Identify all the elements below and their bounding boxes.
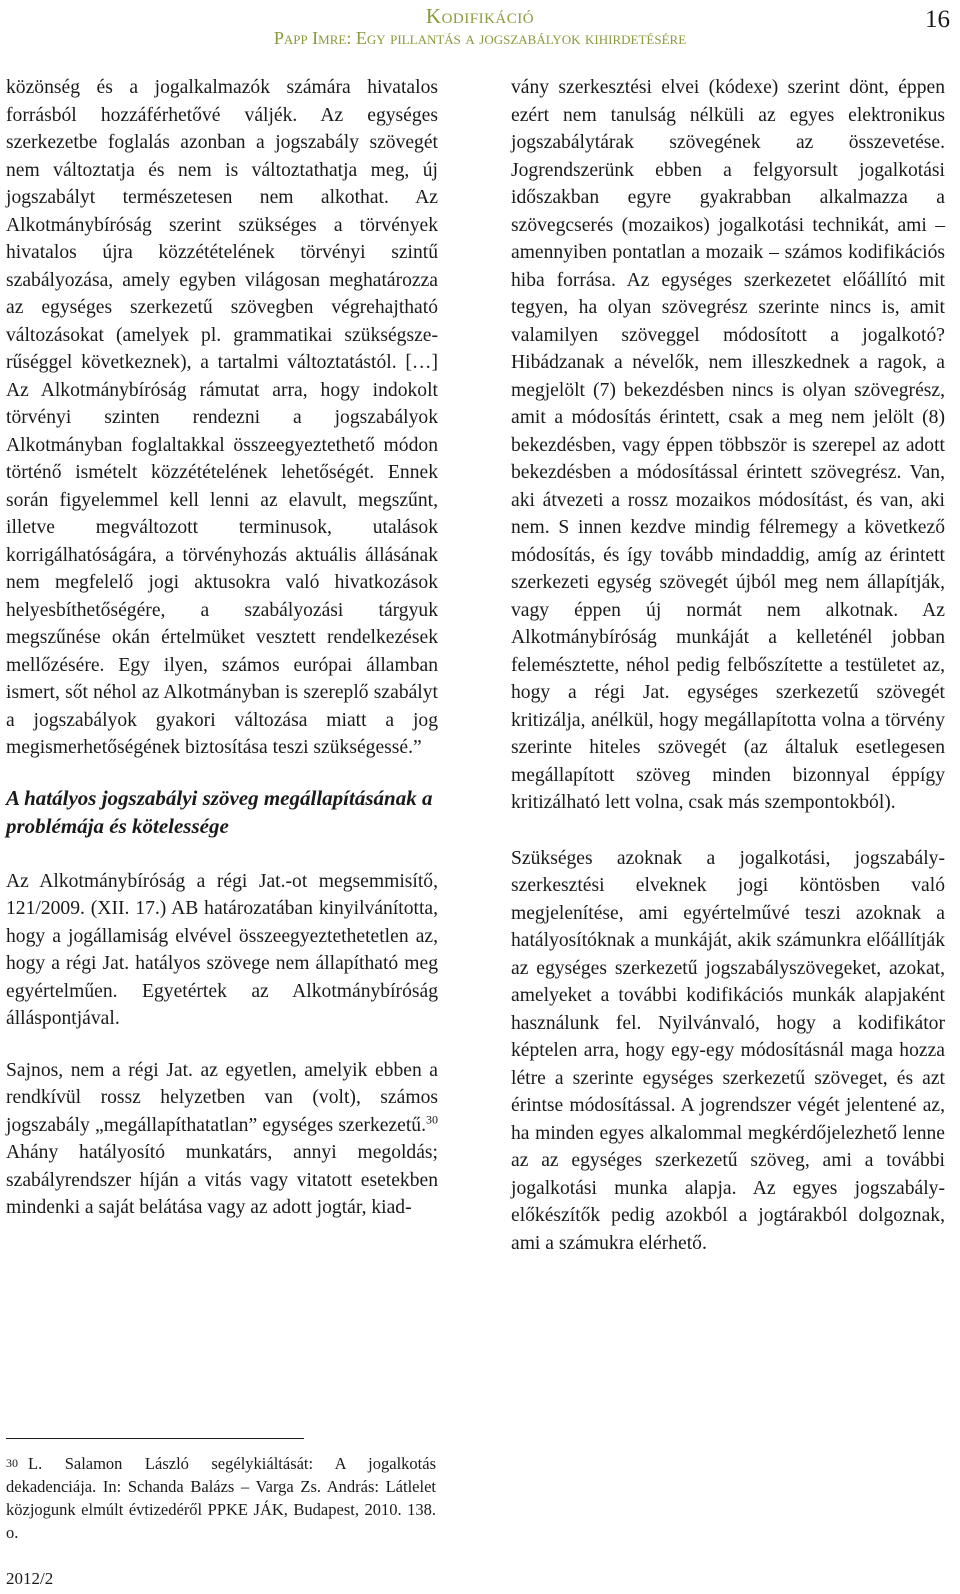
footnote: [6, 1452, 436, 1544]
footnote-separator: [6, 1438, 304, 1439]
paragraph-codification-principles: Szükséges azoknak a jogalkotási, jogszabályszerkesztési elveknek jogi köntösben való megjelenítése, ami egyértelművé teszi azoknak a hatályosítóknak a munkáját, akik számunkra előállítják az egységes szerkezetű jogszabályszövegeket, azokat, amelyeket a további kodifikációs munkák alapjaként használunk fel. Nyilvánvaló, hogy a kodifikátor képtelen arra, hogy egy-egy módosításnál maga hozza létre a szerinte egységes szerkezetű szöveget, és azt érintse módosítással. A jogrendszer végét jelentené az, ha minden egyes alkalommal megkérdőjelezhető lenne az az egységes szerkezetű szöveg, ami a további jogalkotási munka alapja. Az egyes jogszabály-előkészítők pedig azokból a jogtárakból dolgoznak, ami a számukra elérhető.: [511, 847, 945, 1254]
paragraph-quote: közönség és a jogalkalmazók számára hivatalos forrásból hozzáférhetővé váljék. Az egységes szerkezetbe foglalás azonban a jogszabály szövegét nem változtatja és nem is változtathatja meg, új jogszabályt természetesen nem alkothat. Az Alkotmánybíróság szerint szükséges a törvények hivatalos újra közzétételének törvényi szintű szabályozása, amely egyben világosan meghatározza az egységes szerkezetű szövegben végrehajtható változásokat (amelyek pl. grammatikai szükségszerűséggel következnek), a tartalmi változtatástól. […] Az Alkotmánybíróság rámutat arra, hogy indokolt törvényi szinten rendezni a jogszabályok Alkotmányban foglaltakkal összeegyeztethető módon történő ismételt közzétételének lehetőségét. Ennek során figyelemmel kell lenni az elavult, megszűnt, illetve megváltozott terminusok, utalások korrigálhatóságára, a törvényhozás aktuális állásának nem megfelelő jogi aktusokra való hivatkozások helyesbíthetőségére, a szabályozási tárgyuk megszűnése okán értelmüket vesztett rendelkezések mellőzésére. Egy ilyen, számos európai államban ismert, sőt néhol az Alkotmányban is szereplő szabályt a jogszabályok gyakori változása miatt a jog megismerhetőségének biztosítása teszi szükségessé.”: [6, 77, 438, 758]
paragraph-text: Sajnos, nem a régi Jat. az egyetlen, amelyik ebben a rendkívül rossz helyzetben van (volt), számos jogszabály „megállapíthatatlan” egységes szerkezetű.: [6, 1059, 438, 1136]
footnote-text: L. Salamon László segélykiáltását: A jogalkotás dekadenciája. In: Schanda Balázs – Varga Zs. András: Látlelet közjogunk elmúlt évtizedéről PPKE JÁK, Budapest, 2010. 138. o.: [6, 1454, 436, 1542]
right-column: [511, 74, 945, 1257]
footnote-number: 30: [6, 1456, 18, 1470]
section-heading: A hatályos jogszabályi szöveg megállapításának a problémája és kötelessége: [6, 785, 433, 838]
journal-title: Kodifikáció: [425, 4, 535, 28]
paragraph-mosaic-technique: vány szerkesztési elvei (kódexe) szerint dönt, éppen ezért nem tanulság nélküli az egyes elektronikus jogszabálytárak szövegének az összevetése. Jogrendszerünk ebben a felgyorsult jogalkotási időszakban egyre gyakrabban alkalmazza a szövegcserés (mozaikos) jogalkotási technikát, ami – amennyiben pontatlan a mozaik – számos kodifikációs hiba forrása. Az egységes szerkezetet előállító mit tegyen, ha olyan szövegrész szerinte nincs is, amit valamilyen szöveggel módosított a jogalkotó? Hibádzanak a névelők, nem illeszkednek a ragok, a megjelölt (7) bekezdésben nincs is olyan szövegrész, amit a módosítás érintett, csak a meg nem jelölt (8) bekezdésben, vagy éppen többször is szerepel az adott bekezdésben a módosítással érintett szövegrész. Van, aki átvezeti a rossz mozaikos módosítást, és van, aki nem. S innen kezdve mindig félremegy a következő módosítás, és így tovább mindaddig, amíg az érintett szerkezeti egység szövegét újból meg nem állapítják, vagy éppen új normát nem alkotnak. Az Alkotmánybíróság munkáját a kelleténél jobban felemésztette, néhol pedig felbőszítette a testületet az, hogy a régi Jat. egységes szerkezetű szövegét kritizálja, anélkül, hogy megállapította volna a törvény szerinte hiteles szövegét (az általuk esetlegesen megállapított szöveg minden bizonnyal éppígy kritizálható lett volna, csak más szempontokból).: [511, 77, 945, 813]
page-number: 16: [925, 6, 950, 33]
paragraph-old-jat: [6, 1057, 438, 1222]
paragraph-text-continued: Ahány hatályosító munkatárs, annyi megoldás; szabályrendszer híján a vitás vagy vitatott esetekben mindenki a saját belátása vagy az adott jogtár, kiad-: [6, 1142, 438, 1218]
page-header: [0, 0, 960, 64]
paragraph-constitutional-court: Az Alkotmánybíróság a régi Jat.-ot megsemmisítő, 121/2009. (XII. 17.) AB határozatában kinyilvánította, hogy a jogállamiság elvével összeegyeztethetetlen az, hogy a régi Jat. hatályos szövege nem állapítható meg egyértelműen. Egyetértek az Alkotmánybíróság álláspontjával.: [6, 870, 438, 1029]
footnote-reference[interactable]: 30: [426, 1111, 438, 1126]
issue-label: 2012/2: [6, 1569, 54, 1588]
article-running-title: Papp Imre: Egy pillantás a jogszabályok kihirdetésére: [273, 28, 687, 48]
left-column: [6, 74, 438, 1222]
